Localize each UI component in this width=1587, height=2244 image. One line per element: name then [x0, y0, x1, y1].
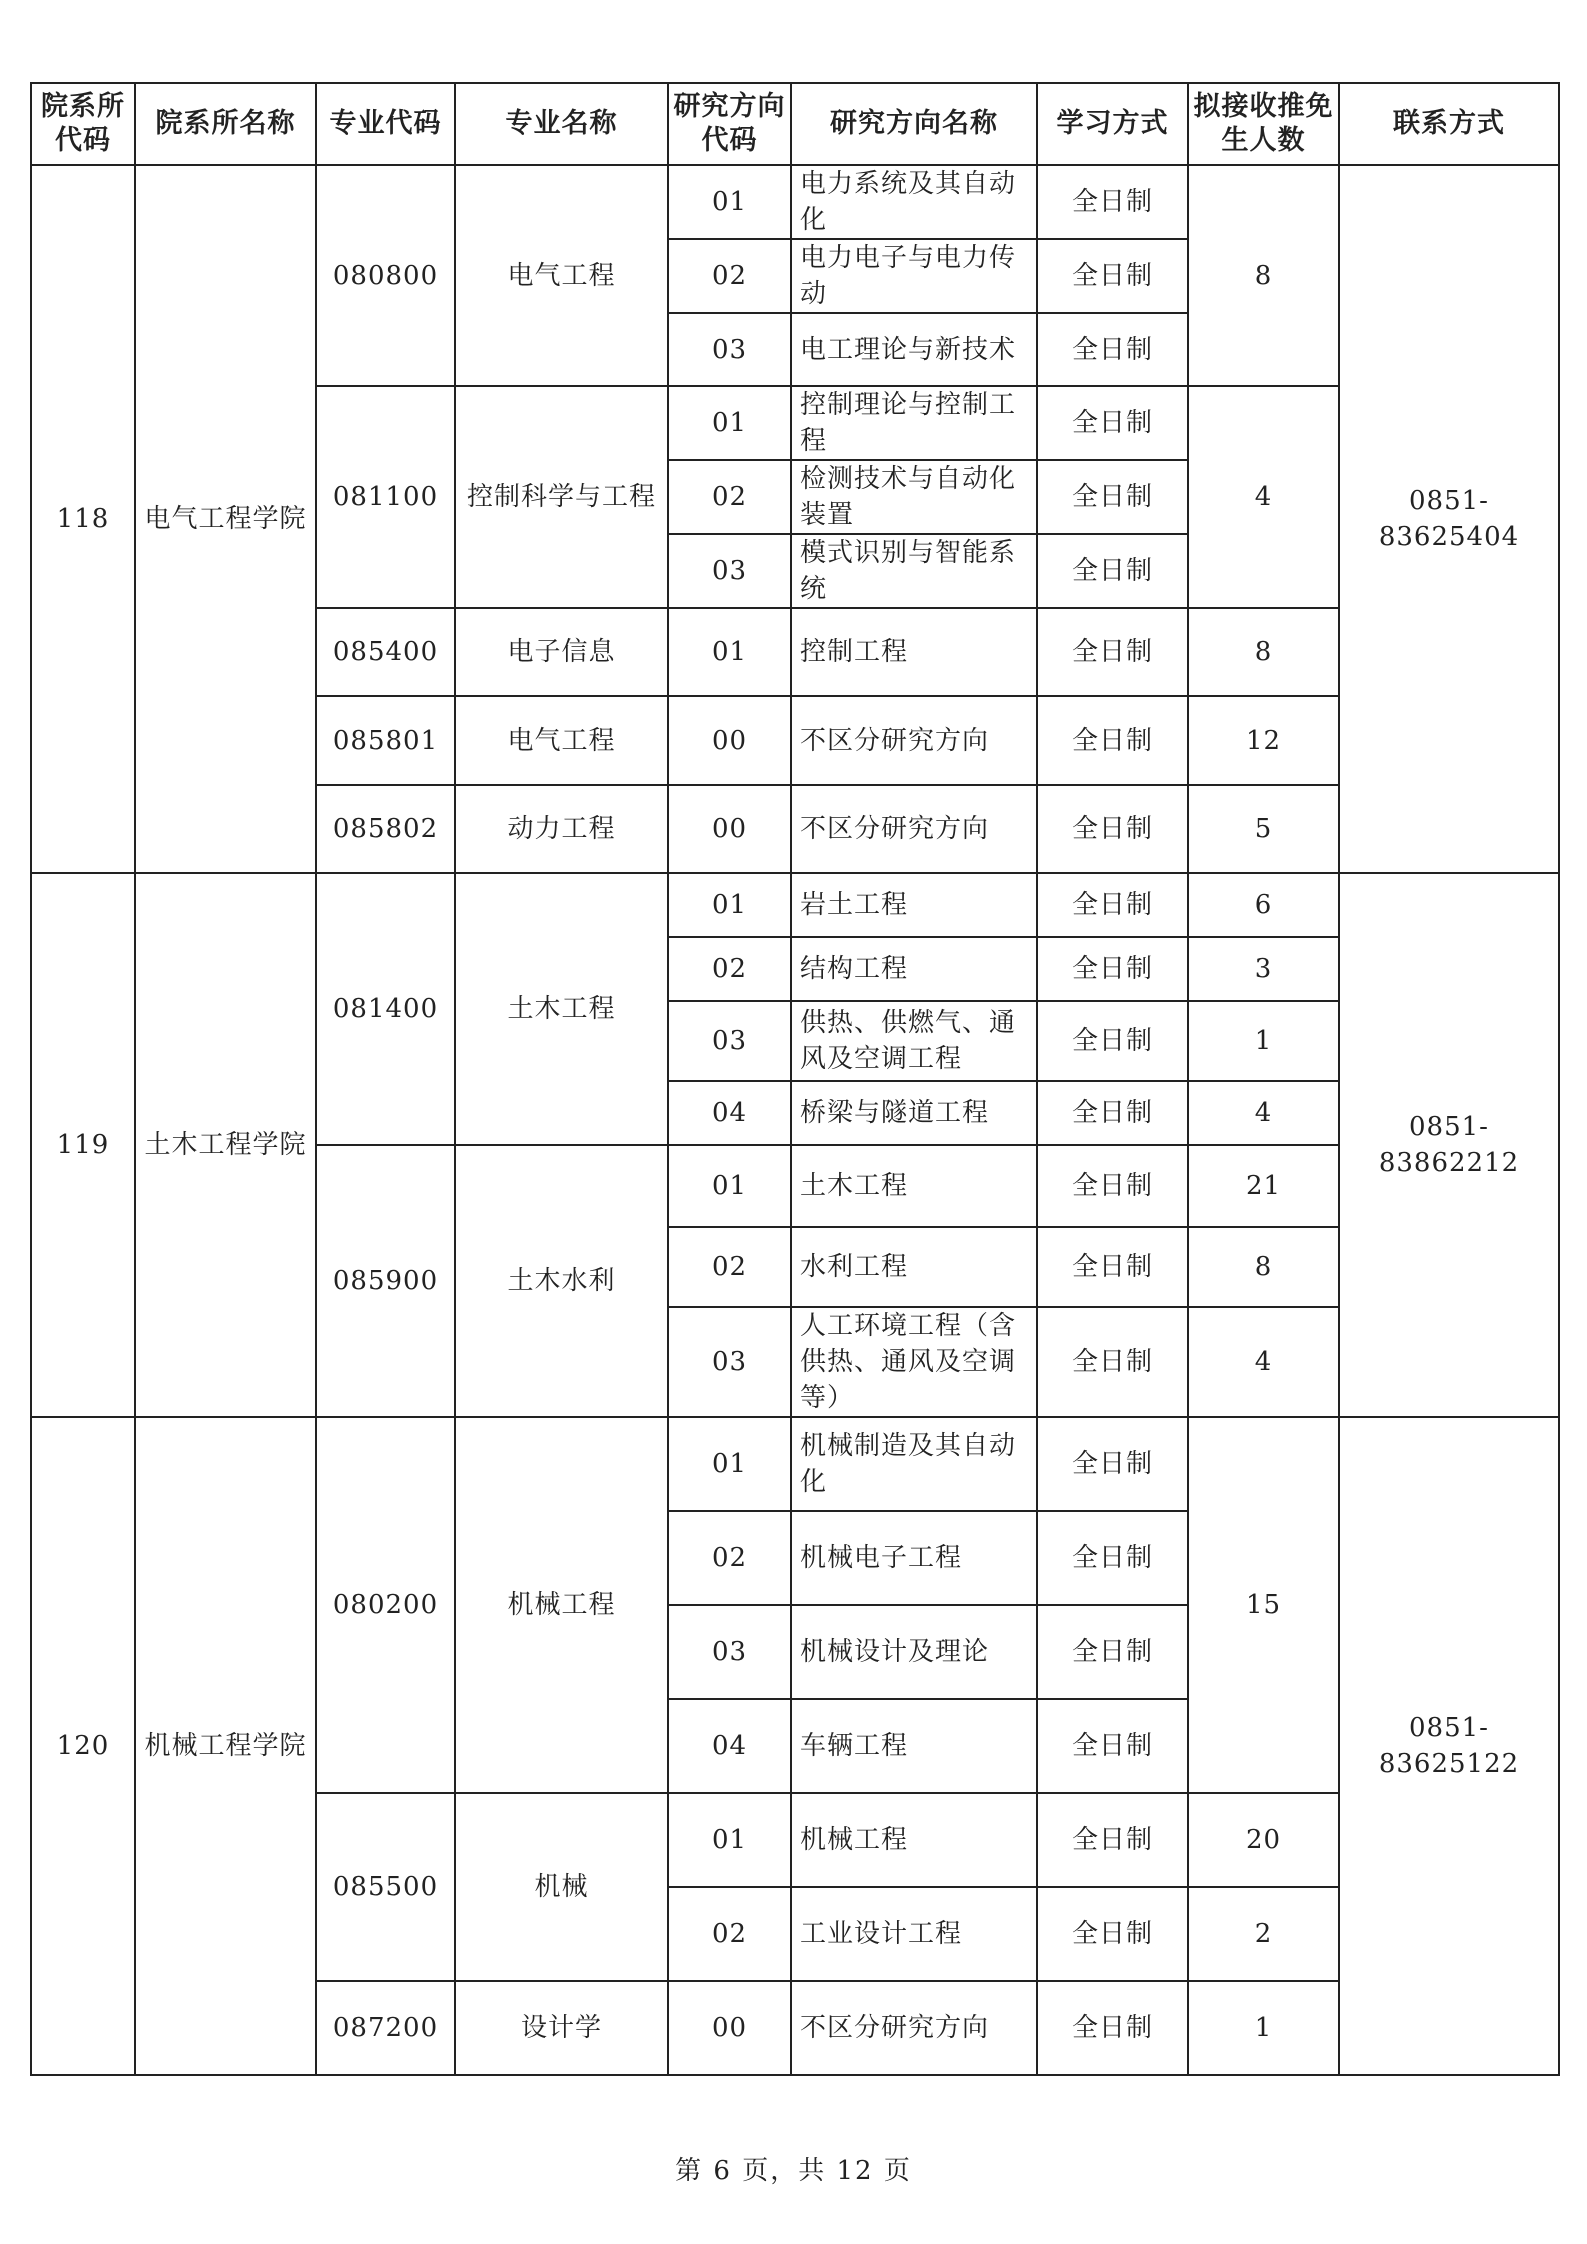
direction-name: 控制工程	[791, 608, 1037, 696]
study-mode: 全日制	[1037, 1001, 1188, 1081]
study-mode: 全日制	[1037, 1699, 1188, 1793]
major-code: 085500	[316, 1793, 455, 1981]
major-name: 动力工程	[455, 785, 668, 873]
major-name: 控制科学与工程	[455, 386, 668, 608]
dept-code: 118	[31, 165, 135, 873]
direction-name: 土木工程	[791, 1145, 1037, 1227]
direction-code: 02	[668, 460, 791, 534]
dept-name: 土木工程学院	[135, 873, 316, 1417]
quota: 8	[1188, 165, 1339, 386]
header-quota: 拟接收推免生人数	[1188, 83, 1339, 165]
study-mode: 全日制	[1037, 1605, 1188, 1699]
direction-code: 03	[668, 1605, 791, 1699]
study-mode: 全日制	[1037, 1417, 1188, 1511]
study-mode: 全日制	[1037, 386, 1188, 460]
direction-code: 01	[668, 608, 791, 696]
direction-code: 00	[668, 696, 791, 785]
study-mode: 全日制	[1037, 239, 1188, 313]
major-code: 081100	[316, 386, 455, 608]
direction-name: 供热、供燃气、通风及空调工程	[791, 1001, 1037, 1081]
direction-name: 电工理论与新技术	[791, 313, 1037, 386]
direction-code: 01	[668, 1793, 791, 1887]
quota: 20	[1188, 1793, 1339, 1887]
quota: 5	[1188, 785, 1339, 873]
admission-table	[30, 82, 1560, 2076]
direction-name: 机械工程	[791, 1793, 1037, 1887]
table-body	[31, 165, 1559, 2075]
direction-name: 电力系统及其自动化	[791, 165, 1037, 239]
direction-code: 02	[668, 239, 791, 313]
major-code: 085801	[316, 696, 455, 785]
header-dept-code: 院系所代码	[31, 83, 135, 165]
quota: 1	[1188, 1001, 1339, 1081]
study-mode: 全日制	[1037, 1793, 1188, 1887]
study-mode: 全日制	[1037, 313, 1188, 386]
direction-name: 电力电子与电力传动	[791, 239, 1037, 313]
direction-code: 01	[668, 386, 791, 460]
direction-code: 02	[668, 1227, 791, 1307]
direction-name: 控制理论与控制工程	[791, 386, 1037, 460]
header-contact: 联系方式	[1339, 83, 1559, 165]
major-name: 机械	[455, 1793, 668, 1981]
study-mode: 全日制	[1037, 1511, 1188, 1605]
study-mode: 全日制	[1037, 1081, 1188, 1145]
study-mode: 全日制	[1037, 873, 1188, 937]
direction-name: 机械电子工程	[791, 1511, 1037, 1605]
direction-code: 00	[668, 1981, 791, 2075]
study-mode: 全日制	[1037, 785, 1188, 873]
header-dir-name: 研究方向名称	[791, 83, 1037, 165]
study-mode: 全日制	[1037, 534, 1188, 608]
direction-name: 不区分研究方向	[791, 785, 1037, 873]
major-code: 080800	[316, 165, 455, 386]
major-name: 电气工程	[455, 165, 668, 386]
direction-name: 车辆工程	[791, 1699, 1037, 1793]
contact-phone: 0851-83862212	[1339, 873, 1559, 1417]
study-mode: 全日制	[1037, 460, 1188, 534]
study-mode: 全日制	[1037, 165, 1188, 239]
table-row	[31, 1417, 1559, 1511]
major-name: 电子信息	[455, 608, 668, 696]
major-name: 土木水利	[455, 1145, 668, 1417]
direction-code: 01	[668, 165, 791, 239]
direction-name: 模式识别与智能系统	[791, 534, 1037, 608]
major-code: 081400	[316, 873, 455, 1145]
study-mode: 全日制	[1037, 608, 1188, 696]
study-mode: 全日制	[1037, 1307, 1188, 1417]
header-major-code: 专业代码	[316, 83, 455, 165]
direction-name: 水利工程	[791, 1227, 1037, 1307]
dept-name: 机械工程学院	[135, 1417, 316, 2075]
contact-phone: 0851-83625404	[1339, 165, 1559, 873]
direction-code: 01	[668, 873, 791, 937]
study-mode: 全日制	[1037, 1887, 1188, 1981]
direction-name: 岩土工程	[791, 873, 1037, 937]
major-code: 085900	[316, 1145, 455, 1417]
header-study-mode: 学习方式	[1037, 83, 1188, 165]
direction-name: 桥梁与隧道工程	[791, 1081, 1037, 1145]
direction-name: 检测技术与自动化装置	[791, 460, 1037, 534]
quota: 21	[1188, 1145, 1339, 1227]
direction-name: 不区分研究方向	[791, 1981, 1037, 2075]
direction-code: 01	[668, 1145, 791, 1227]
direction-name: 工业设计工程	[791, 1887, 1037, 1981]
dept-name: 电气工程学院	[135, 165, 316, 873]
direction-code: 01	[668, 1417, 791, 1511]
table-row	[31, 165, 1559, 239]
direction-name: 人工环境工程（含供热、通风及空调等）	[791, 1307, 1037, 1417]
quota: 12	[1188, 696, 1339, 785]
direction-code: 04	[668, 1699, 791, 1793]
direction-name: 不区分研究方向	[791, 696, 1037, 785]
direction-code: 02	[668, 937, 791, 1001]
quota: 3	[1188, 937, 1339, 1001]
major-code: 085400	[316, 608, 455, 696]
quota: 8	[1188, 1227, 1339, 1307]
direction-code: 02	[668, 1887, 791, 1981]
major-code: 080200	[316, 1417, 455, 1793]
direction-name: 机械制造及其自动化	[791, 1417, 1037, 1511]
study-mode: 全日制	[1037, 1145, 1188, 1227]
quota: 4	[1188, 1307, 1339, 1417]
major-name: 机械工程	[455, 1417, 668, 1793]
dept-code: 120	[31, 1417, 135, 2075]
quota: 4	[1188, 1081, 1339, 1145]
header-row	[31, 83, 1559, 165]
quota: 8	[1188, 608, 1339, 696]
quota: 15	[1188, 1417, 1339, 1793]
major-code: 087200	[316, 1981, 455, 2075]
direction-code: 03	[668, 1307, 791, 1417]
contact-phone: 0851-83625122	[1339, 1417, 1559, 2075]
major-name: 土木工程	[455, 873, 668, 1145]
direction-code: 00	[668, 785, 791, 873]
direction-code: 04	[668, 1081, 791, 1145]
header-dir-code: 研究方向代码	[668, 83, 791, 165]
quota: 6	[1188, 873, 1339, 937]
page-footer: 第 6 页，共 12 页	[675, 2156, 912, 2186]
direction-code: 03	[668, 313, 791, 386]
study-mode: 全日制	[1037, 1227, 1188, 1307]
direction-code: 03	[668, 534, 791, 608]
major-name: 设计学	[455, 1981, 668, 2075]
study-mode: 全日制	[1037, 1981, 1188, 2075]
study-mode: 全日制	[1037, 696, 1188, 785]
direction-code: 02	[668, 1511, 791, 1605]
direction-code: 03	[668, 1001, 791, 1081]
quota: 2	[1188, 1887, 1339, 1981]
major-code: 085802	[316, 785, 455, 873]
study-mode: 全日制	[1037, 937, 1188, 1001]
quota: 4	[1188, 386, 1339, 608]
direction-name: 机械设计及理论	[791, 1605, 1037, 1699]
direction-name: 结构工程	[791, 937, 1037, 1001]
header-major-name: 专业名称	[455, 83, 668, 165]
quota: 1	[1188, 1981, 1339, 2075]
table-row	[31, 873, 1559, 937]
dept-code: 119	[31, 873, 135, 1417]
major-name: 电气工程	[455, 696, 668, 785]
header-dept-name: 院系所名称	[135, 83, 316, 165]
